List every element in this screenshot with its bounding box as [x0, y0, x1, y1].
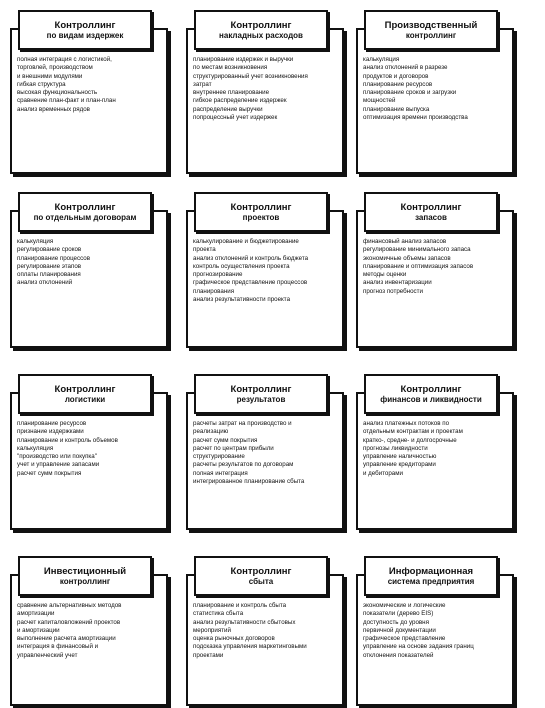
- feature-item: признание издержками: [17, 428, 84, 436]
- feature-item: расчет по центрам прибыли: [193, 444, 274, 452]
- module-subtitle: накладных расходов: [219, 30, 303, 40]
- feature-item: проекта: [193, 246, 216, 254]
- module-header: [194, 10, 328, 50]
- feature-item: регулирование этапов: [17, 262, 82, 270]
- module-header: [194, 192, 328, 232]
- feature-item: контроль осуществления проекта: [193, 262, 290, 270]
- feature-item: "производство или покупка": [17, 453, 97, 461]
- feature-item: анализ отклонений в разрезе: [363, 64, 448, 72]
- feature-item: попроцессный учет издержек: [193, 114, 278, 122]
- feature-list: [363, 420, 509, 478]
- feature-item: планирование и контроль сбыта: [193, 602, 287, 609]
- feature-item: калькулирование и бюджетирование: [193, 238, 299, 245]
- feature-item: прогнозы ликвидности: [363, 444, 428, 452]
- feature-item: мощностей: [363, 97, 396, 105]
- feature-item: интеграция в финансовый и: [17, 643, 99, 651]
- feature-item: мероприятий: [193, 626, 231, 634]
- module-title: Контроллинг: [230, 383, 292, 395]
- feature-list: [17, 602, 163, 660]
- feature-item: анализ отклонений: [17, 279, 73, 287]
- feature-item: графическое представление: [363, 635, 446, 643]
- feature-item: расчеты затрат на производство и: [193, 420, 292, 427]
- feature-item: оптимизация времени производства: [363, 114, 468, 122]
- feature-item: анализ платежных потоков по: [363, 420, 450, 427]
- feature-item: анализ результативности сбытовых: [193, 618, 296, 626]
- feature-item: калькуляция: [17, 444, 54, 452]
- feature-item: показатели (дерево EIS): [363, 610, 434, 618]
- feature-item: калькуляция: [17, 238, 54, 245]
- feature-item: подсказка управления маркетинговыми: [193, 643, 307, 651]
- feature-item: планирование ресурсов: [17, 420, 87, 427]
- feature-item: по местам возникновения: [193, 64, 268, 72]
- feature-item: затрат: [193, 80, 212, 88]
- feature-item: продуктов и договоров: [363, 72, 429, 80]
- feature-item: расчеты результатов по договорам: [193, 461, 294, 469]
- module-title: Контроллинг: [230, 201, 292, 213]
- feature-list: [17, 420, 163, 478]
- module-subtitle: проектов: [242, 212, 280, 222]
- feature-item: анализ отклонений и контроль бюджета: [193, 254, 309, 262]
- feature-item: отклонения показателей: [363, 651, 434, 659]
- feature-item: планирование издержек и выручки: [193, 56, 294, 63]
- feature-item: внутреннее планирование: [193, 89, 270, 97]
- module-title: Производственный: [384, 19, 478, 31]
- feature-item: калькуляция: [363, 56, 400, 63]
- feature-item: расчет сумм покрытия: [193, 436, 258, 444]
- module-header: [18, 374, 152, 414]
- module-title: Контроллинг: [230, 565, 292, 577]
- feature-item: гибкая структура: [17, 80, 66, 88]
- feature-item: прогноз потребности: [363, 287, 423, 295]
- feature-item: анализ временных рядов: [17, 105, 90, 113]
- feature-item: управленческий учет: [17, 651, 78, 659]
- feature-item: отдельным контрактам и проектам: [363, 428, 463, 436]
- feature-item: оценка рыночных договоров: [193, 635, 275, 643]
- module-subtitle: финансов и ликвидности: [380, 394, 482, 404]
- feature-item: экономичные объемы запасов: [363, 254, 451, 262]
- feature-item: экономические и логические: [363, 602, 446, 609]
- feature-list: [17, 56, 163, 114]
- feature-item: планирование сроков и загрузки: [363, 89, 457, 97]
- module-title: Контроллинг: [54, 383, 116, 395]
- module-title: Контроллинг: [400, 383, 462, 395]
- feature-item: планирования: [193, 287, 235, 295]
- feature-item: структурированный учет возникновения: [193, 72, 308, 80]
- module-header: [18, 192, 152, 232]
- module-subtitle: логистики: [64, 394, 106, 404]
- feature-item: управление на основе задания границ: [363, 643, 474, 651]
- feature-item: графическое представление процессов: [193, 279, 308, 287]
- module-title: Контроллинг: [400, 201, 462, 213]
- feature-item: методы оценки: [363, 271, 407, 279]
- feature-item: структурирование: [193, 453, 245, 461]
- module-subtitle: система предприятия: [387, 576, 475, 586]
- feature-item: амортизации: [17, 610, 55, 618]
- feature-item: расчет сумм покрытия: [17, 469, 82, 477]
- feature-item: анализ результативности проекта: [193, 296, 291, 304]
- feature-list: [193, 238, 339, 304]
- feature-item: кратко-, средне- и долгосрочные: [363, 436, 457, 444]
- feature-item: статистика сбыта: [193, 610, 244, 618]
- feature-item: управление кредиторами: [363, 461, 436, 469]
- feature-item: планирование и контроль объемов: [17, 436, 118, 444]
- feature-item: планирование выпуска: [363, 105, 430, 113]
- feature-item: высокая функциональность: [17, 89, 98, 97]
- feature-list: [363, 238, 509, 296]
- feature-item: регулирование минимального запаса: [363, 246, 471, 254]
- feature-item: доступность до уровня: [363, 618, 429, 626]
- feature-item: планирование процессов: [17, 254, 90, 262]
- module-subtitle: сбыта: [248, 576, 274, 586]
- module-header: [18, 10, 152, 50]
- feature-item: и амортизации: [17, 626, 60, 634]
- feature-list: [363, 56, 509, 122]
- module-subtitle: запасов: [415, 212, 447, 222]
- feature-list: [193, 56, 339, 122]
- feature-item: проектами: [193, 651, 224, 659]
- feature-item: реализацию: [193, 428, 229, 436]
- feature-item: расчет капиталовложений проектов: [17, 618, 121, 626]
- feature-item: интегрированное планирование сбыта: [193, 478, 305, 486]
- feature-item: полная интеграция с логистикой,: [17, 56, 112, 63]
- feature-item: планирование ресурсов: [363, 80, 433, 88]
- module-title: Контроллинг: [54, 19, 116, 31]
- feature-item: управление наличностью: [363, 453, 437, 461]
- module-header: [364, 374, 498, 414]
- module-header: [364, 10, 498, 50]
- feature-list: [363, 602, 509, 660]
- feature-item: торговлей, производством: [17, 64, 93, 72]
- feature-item: и внешними модулями: [17, 72, 83, 80]
- feature-item: полная интеграция: [193, 469, 248, 477]
- feature-list: [193, 420, 339, 486]
- feature-item: планирование и оптимизация запасов: [363, 262, 474, 270]
- feature-item: первичной документации: [363, 626, 436, 634]
- feature-item: распределение выручки: [193, 105, 263, 113]
- feature-item: гибкое распределение издержек: [193, 97, 287, 105]
- feature-list: [17, 238, 163, 288]
- module-header: [18, 556, 152, 596]
- feature-item: сравнение план-факт и план-план: [17, 97, 116, 105]
- feature-list: [193, 602, 339, 660]
- feature-item: финансовый анализ запасов: [363, 238, 447, 245]
- module-subtitle: по видам издержек: [46, 30, 124, 40]
- feature-item: сравнение альтернативных методов: [17, 602, 122, 609]
- module-header: [364, 556, 498, 596]
- module-header: [364, 192, 498, 232]
- feature-item: учет и управление запасами: [17, 461, 100, 469]
- module-title: Инвестиционный: [43, 565, 127, 577]
- module-subtitle: по отдельным договорам: [33, 212, 137, 222]
- module-title: Контроллинг: [54, 201, 116, 213]
- module-title: Информационная: [388, 565, 474, 577]
- module-title: Контроллинг: [230, 19, 292, 31]
- module-subtitle: контроллинг: [405, 30, 457, 40]
- feature-item: регулирование сроков: [17, 246, 82, 254]
- feature-item: анализ инвентаризации: [363, 279, 432, 287]
- feature-item: и дебиторами: [363, 469, 403, 477]
- feature-item: выполнение расчета амортизации: [17, 635, 116, 643]
- module-header: [194, 556, 328, 596]
- feature-item: прогнозирование: [193, 271, 243, 279]
- module-subtitle: контроллинг: [59, 576, 111, 586]
- feature-item: оплаты планирования: [17, 271, 81, 279]
- module-subtitle: результатов: [236, 394, 286, 404]
- module-header: [194, 374, 328, 414]
